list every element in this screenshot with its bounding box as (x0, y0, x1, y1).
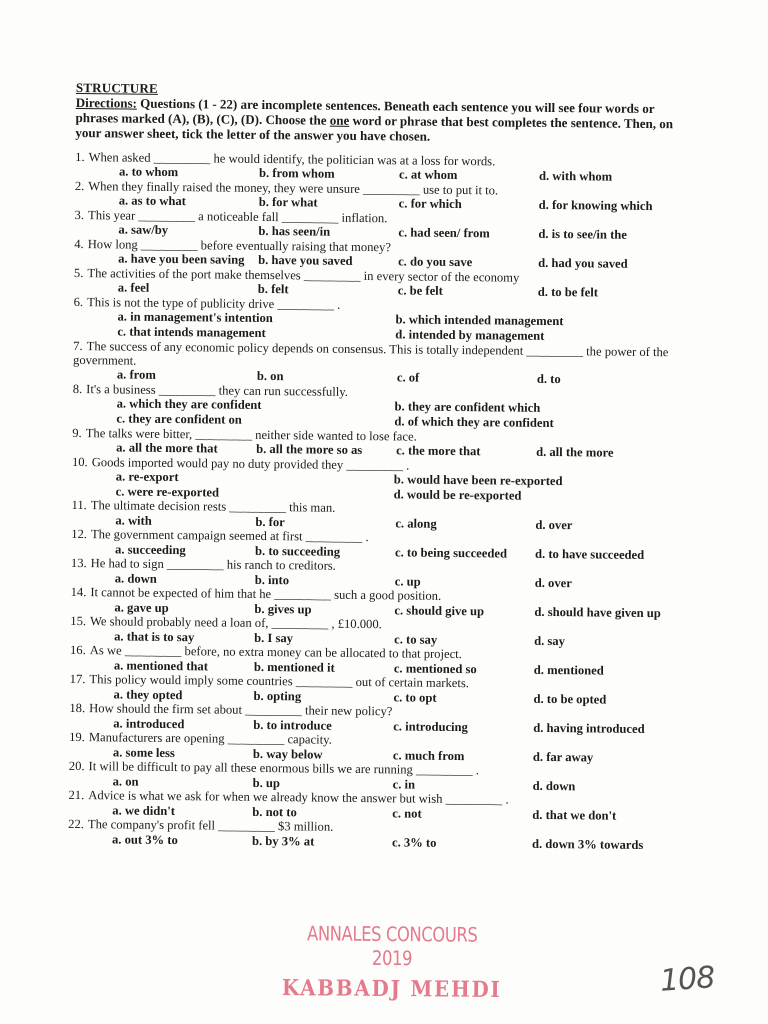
question-number: 17. (69, 672, 86, 687)
option-a[interactable]: a. have you been saving (118, 251, 245, 268)
option-a[interactable]: a. out 3% to (111, 832, 178, 847)
option-b[interactable]: b. not to (252, 804, 297, 819)
stamp-line-2: KABBADJ MEHDI (281, 975, 502, 1003)
question-number: 10. (71, 454, 88, 469)
option-d[interactable]: d. say (534, 633, 566, 648)
option-c[interactable]: c. at whom (398, 167, 458, 183)
worksheet (68, 80, 686, 853)
option-c[interactable]: c. that intends management (117, 324, 266, 340)
question-text: This is not the type of publicity drive _________ . (87, 295, 341, 312)
option-c[interactable]: c. be felt (397, 283, 443, 299)
option-d[interactable]: d. mentioned (533, 662, 604, 678)
option-b[interactable]: b. felt (257, 282, 289, 297)
page-number: 108 (658, 960, 716, 999)
directions (75, 95, 685, 146)
question-number: 15. (70, 614, 87, 629)
question-number: 8. (72, 381, 83, 397)
option-c[interactable]: c. mentioned so (393, 660, 477, 676)
question-text: This policy would imply some countries _________ out of certain markets. (89, 672, 470, 691)
option-b[interactable]: b. which intended management (395, 312, 564, 329)
option-b[interactable]: b. they are confident which (394, 399, 541, 416)
option-d[interactable]: d. down (532, 778, 576, 793)
option-a[interactable]: a. saw/by (118, 222, 169, 238)
option-b[interactable]: b. by 3% at (251, 833, 315, 849)
question-number: 5. (73, 265, 84, 281)
question-text: How should the firm set about _________ their new policy? (89, 701, 393, 719)
option-d[interactable]: d. is to see/in the (538, 227, 627, 243)
option-a[interactable]: a. re-export (115, 469, 179, 485)
option-a[interactable]: a. as to what (118, 193, 186, 209)
option-b[interactable]: b. on (256, 369, 284, 384)
question-number: 2. (74, 178, 85, 194)
option-b[interactable]: b. gives up (254, 601, 312, 617)
question-text: Goods imported would pay no duty provided they _________ . (91, 454, 410, 473)
option-a[interactable]: a. introduced (113, 716, 185, 731)
question-text: As we _________ before, no extra money can be allocated to that project. (89, 643, 462, 662)
option-c[interactable]: c. 3% to (391, 834, 437, 850)
option-b[interactable]: b. to introduce (253, 717, 332, 733)
option-b[interactable]: b. into (254, 572, 290, 587)
option-a[interactable]: a. in management's intention (117, 309, 273, 326)
stamp (262, 921, 523, 1003)
option-b[interactable]: b. from whom (258, 166, 335, 182)
option-b[interactable]: b. for what (258, 195, 318, 210)
question-text: It cannot be expected of him that he _________ such a good position. (90, 585, 442, 604)
option-a[interactable]: a. they opted (113, 687, 183, 702)
option-b[interactable]: b. opting (253, 688, 302, 703)
question-number: 9. (72, 425, 82, 440)
question-text: This year _________ a noticeable fall _________ inflation. (87, 208, 388, 226)
directions-text-a: Questions (1 - 22) are incomplete sentences. Beneath each sentence you will see four words or phrases marked (A), (B), (C), (D). Choose the (75, 95, 655, 128)
option-a[interactable]: a. with (115, 513, 152, 528)
option-d[interactable]: d. far away (532, 749, 594, 765)
option-d[interactable]: d. to (536, 372, 561, 387)
option-d[interactable]: d. for knowing which (538, 198, 653, 214)
question-text: It will be difficult to pay all these enormous bills we are running _________ . (88, 759, 480, 778)
option-a[interactable]: a. down (114, 571, 157, 586)
question-text: The government campaign seemed at first _________ . (90, 527, 369, 545)
question-text: The success of any economic policy depends on consensus. This is totally independent _________ the power of the government. (72, 338, 669, 368)
option-a[interactable]: a. which they are confident (116, 396, 262, 413)
option-d[interactable]: d. with whom (538, 169, 613, 185)
option-c[interactable]: c. do you save (398, 254, 473, 270)
question-number: 21. (68, 788, 85, 803)
option-c[interactable]: c. had seen/ from (398, 225, 490, 241)
question-text: The activities of the port make themselves _________ in every sector of the economy (87, 266, 520, 285)
question-number: 7. (73, 338, 83, 353)
option-c[interactable]: c. they are confident on (116, 411, 242, 427)
option-d[interactable]: d. of which they are confident (394, 414, 554, 431)
option-c[interactable]: c. introducing (393, 718, 468, 734)
option-a[interactable]: a. that is to say (114, 629, 195, 644)
option-c[interactable]: c. in (392, 776, 416, 792)
option-c[interactable]: c. should give up (394, 602, 485, 618)
question-number: 14. (70, 585, 87, 600)
option-c[interactable]: c. not (392, 805, 422, 821)
question-number: 6. (73, 294, 84, 310)
option-d[interactable]: d. all the more (536, 444, 614, 460)
option-c[interactable]: c. for which (398, 196, 462, 212)
question-number: 3. (74, 207, 85, 223)
question-text: How long _________ before eventually raising that money? (87, 237, 392, 255)
option-d[interactable]: d. would be re-exported (393, 486, 522, 503)
question-number: 20. (68, 759, 85, 774)
option-a[interactable]: a. we didn't (112, 803, 176, 818)
option-a[interactable]: a. to whom (118, 164, 179, 180)
option-d[interactable]: d. over (535, 517, 573, 532)
option-d[interactable]: d. to be opted (533, 691, 607, 707)
question-item (73, 339, 683, 389)
question-text: It's a business _________ they can run successfully. (86, 382, 348, 399)
option-a[interactable]: a. mentioned that (113, 658, 209, 674)
option-a[interactable]: a. gave up (114, 600, 169, 615)
option-d[interactable]: d. down 3% towards (531, 836, 644, 852)
directions-text-b: word or phrase that best completes the sentence. Then, on your answer sheet, tick the letter of the answer you have chosen. (75, 112, 674, 144)
option-d[interactable]: d. should have given up (534, 604, 661, 620)
question-list (68, 150, 685, 853)
question-text: When they finally raised the money, they were unsure _________ use to put it to. (88, 179, 499, 198)
option-c[interactable]: c. to say (394, 631, 438, 647)
option-b[interactable]: b. mentioned it (253, 659, 335, 675)
question-number: 1. (75, 149, 85, 165)
option-b[interactable]: b. all the more so as (256, 441, 363, 458)
option-b[interactable]: b. would have been re-exported (393, 472, 563, 489)
option-b[interactable]: b. for (255, 514, 285, 529)
question-item (72, 382, 682, 432)
option-a[interactable]: a. from (116, 367, 156, 383)
question-text: Manufacturers are opening _________ capacity. (88, 730, 332, 747)
question-text: We should probably need a loan of, _________ , £10.000. (90, 614, 382, 632)
question-number: 12. (71, 527, 88, 542)
question-number: 19. (69, 730, 85, 745)
option-b[interactable]: b. has seen/in (258, 224, 331, 240)
directions-emphasis: one (329, 112, 350, 128)
option-b[interactable]: b. have you saved (258, 253, 353, 269)
option-d[interactable]: d. to be felt (537, 285, 599, 300)
question-number: 11. (71, 498, 87, 513)
question-text: He had to sign _________ his ranch to creditors. (90, 556, 336, 573)
option-b[interactable]: b. up (252, 775, 281, 790)
question-number: 16. (69, 643, 86, 658)
directions-label: Directions: (75, 94, 137, 111)
option-a[interactable]: a. feel (117, 280, 150, 296)
question-text: When asked _________ he would identify, the politician was at a loss for words. (88, 150, 496, 169)
option-c[interactable]: c. along (395, 515, 437, 531)
question-number: 13. (70, 556, 87, 571)
option-a[interactable]: a. on (112, 774, 139, 789)
option-c[interactable]: c. to being succeeded (395, 544, 508, 561)
option-d[interactable]: d. that we don't (532, 807, 617, 823)
option-a[interactable]: a. some less (112, 745, 175, 760)
option-d[interactable]: d. to have succeeded (534, 546, 645, 562)
option-b[interactable]: b. way below (252, 746, 323, 762)
option-c[interactable]: c. up (394, 573, 421, 589)
option-c[interactable]: c. the more that (396, 443, 481, 459)
question-text: The company's profit fell _________ $3 million. (87, 817, 334, 834)
option-d[interactable]: d. having introduced (533, 720, 645, 736)
option-b[interactable]: b. to succeeding (255, 543, 341, 559)
question-text: The talks were bitter, _________ neither side wanted to lose face. (85, 425, 417, 444)
option-c[interactable]: c. much from (392, 747, 465, 763)
section-title: STRUCTURE (75, 80, 158, 96)
option-d[interactable]: d. over (534, 575, 572, 590)
option-b[interactable]: b. I say (254, 630, 294, 645)
question-text: The ultimate decision rests _________ this man. (90, 498, 336, 515)
option-a[interactable]: a. succeeding (115, 542, 186, 557)
question-number: 4. (74, 236, 84, 252)
option-d[interactable]: d. intended by management (395, 327, 545, 343)
stamp-line-1: ANNALES CONCOURS 2019 (306, 921, 478, 971)
option-d[interactable]: d. had you saved (538, 256, 628, 272)
option-a[interactable]: a. all the more that (116, 440, 218, 456)
option-c[interactable]: c. to opt (393, 689, 437, 705)
question-item (73, 295, 683, 345)
question-item (72, 455, 682, 505)
question-number: 22. (68, 817, 85, 832)
question-number: 18. (69, 701, 86, 716)
question-text: Advice is what we ask for when we already know the answer but wish _________ . (88, 788, 509, 807)
option-c[interactable]: c. of (396, 370, 420, 386)
option-c[interactable]: c. were re-exported (115, 484, 220, 500)
